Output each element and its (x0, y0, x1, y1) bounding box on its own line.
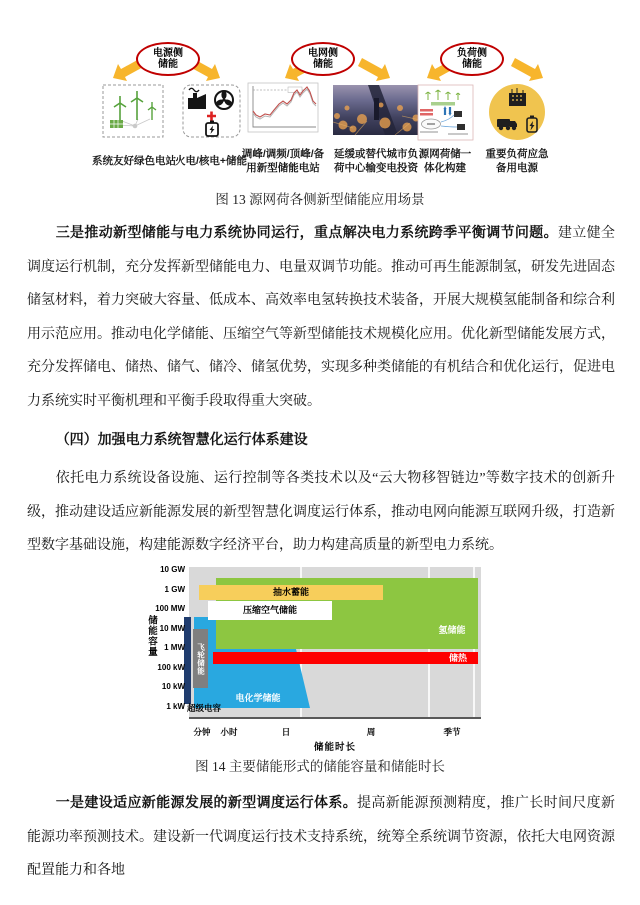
tile-caption-thermal-nuclear: 火电/核电+储能 (174, 154, 248, 167)
oval-label: 电网侧 (308, 47, 338, 59)
section-heading-4: （四）加强电力系统智慧化运行体系建设 (55, 431, 308, 447)
x-tick: 小时 (220, 727, 238, 737)
city-night-photo (333, 85, 420, 135)
x-tick: 日 (281, 727, 291, 737)
y-tick: 1 kW (166, 702, 185, 711)
paragraph-1-lead: 三是推动新型储能与电力系统协同运行，重点解决电力系统跨季平衡调节问题。 (55, 224, 558, 240)
electrochemical-label: 电化学储能 (235, 693, 281, 703)
x-axis-title: 储能时长 (313, 742, 356, 753)
y-tick: 100 kW (157, 663, 185, 672)
thermal-storage-region (213, 652, 478, 664)
hydrogen-label: 氢储能 (438, 625, 466, 635)
oval-label: 储能 (158, 59, 178, 70)
paragraph-2: 依托电力系统设备设施、运行控制等各类技术以及“云大物移智链边”等数字技术的创新升级，推动建设适应新能源发展的新型智慧化调度运行体系，推动电网向能源互联网升级，打造新型数字基础设施，构建能源数字经济平台，助力构建高质量的新型电力系统。 (27, 471, 615, 554)
oval-load-side-storage (440, 42, 504, 76)
integration-diagram-icon (418, 85, 473, 140)
emergency-backup-icon (489, 84, 545, 140)
y-tick: 1 MW (164, 643, 185, 652)
y-tick: 10 kW (161, 682, 185, 691)
tile-caption-peak-regulation: 调峰/调频/顶峰/备 用新型储能电站 (241, 147, 325, 174)
thermal-label: 储热 (448, 653, 467, 663)
pumped-hydro-label: 抽水蓄能 (272, 587, 309, 597)
oval-label: 负荷侧 (457, 47, 487, 59)
tile-caption-defer-investment: 延缓或替代城市负 荷中心输变电投资 (334, 147, 418, 174)
x-tick: 周 (366, 727, 376, 737)
figure-14-caption: 图 14 主要储能形式的储能容量和储能时长 (195, 759, 445, 774)
oval-label: 储能 (462, 59, 482, 70)
supercapacitor-label: 超级电容 (187, 703, 222, 713)
paragraph-3-body: 提高新能源预测精度，推广长时间尺度新能源功率预测技术。建设新一代调度运行技术支持系统，统筹全系统调节资源，依托大电网资源配置能力和各地 (27, 796, 616, 879)
arrow-down-right-icon (511, 58, 543, 81)
y-tick: 10 MW (159, 624, 185, 633)
tile-caption-integration: 源网荷储一 体化构建 (418, 147, 472, 174)
compressed-air-label: 压缩空气储能 (242, 605, 297, 615)
supercapacitor-region (184, 617, 191, 704)
y-tick: 100 MW (155, 604, 185, 613)
y-tick: 10 GW (160, 565, 185, 574)
figure-13-caption: 图 13 源网荷各侧新型储能应用场景 (215, 192, 425, 207)
paragraph-3 (27, 786, 615, 888)
x-tick: 季节 (443, 727, 461, 737)
figure-13 (85, 30, 563, 190)
x-tick: 分钟 (193, 727, 211, 737)
thermal-nuclear-storage-icon (183, 85, 240, 137)
oval-source-side-storage (136, 42, 200, 76)
paragraph-1-body: 建立健全调度运行机制，充分发挥新型储能电力、电量双调节功能。推动可再生能源制氢，研发先进固态储氢材料，着力突破大容量、低成本、高效率电氢转换技术装备，开展大规模氢能制备和综合利用示范应用。推动电化学储能、压缩空气等新型储能技术规模化应用。优化新型储能发展方式，充分发挥储电、储热、储气、储冷、储氢优势，实现多种类储能的有机结合和优化运行，促进电力系统实时平衡机理和平衡手段取得重大突破。 (27, 226, 616, 409)
oval-label: 电源侧 (153, 47, 183, 59)
paragraph-1 (27, 216, 615, 419)
oval-label: 储能 (313, 59, 333, 70)
oval-grid-side-storage (291, 42, 355, 76)
y-tick: 1 GW (164, 585, 185, 594)
flywheel-label: 飞轮储能 (196, 642, 206, 675)
paragraph-3-lead: 一是建设适应新能源发展的新型调度运行体系。 (55, 794, 358, 810)
tile-caption-green-station: 系统友好绿色电站 (92, 154, 176, 167)
y-axis-title: 储能容量 (146, 615, 157, 657)
green-station-icon (103, 85, 163, 137)
figure-14-chart (140, 563, 490, 753)
flywheel-region (193, 629, 208, 688)
tile-caption-emergency-backup: 重要负荷应急 备用电源 (485, 147, 549, 174)
load-curve-icon (248, 83, 318, 132)
arrow-down-right-icon (358, 58, 390, 81)
